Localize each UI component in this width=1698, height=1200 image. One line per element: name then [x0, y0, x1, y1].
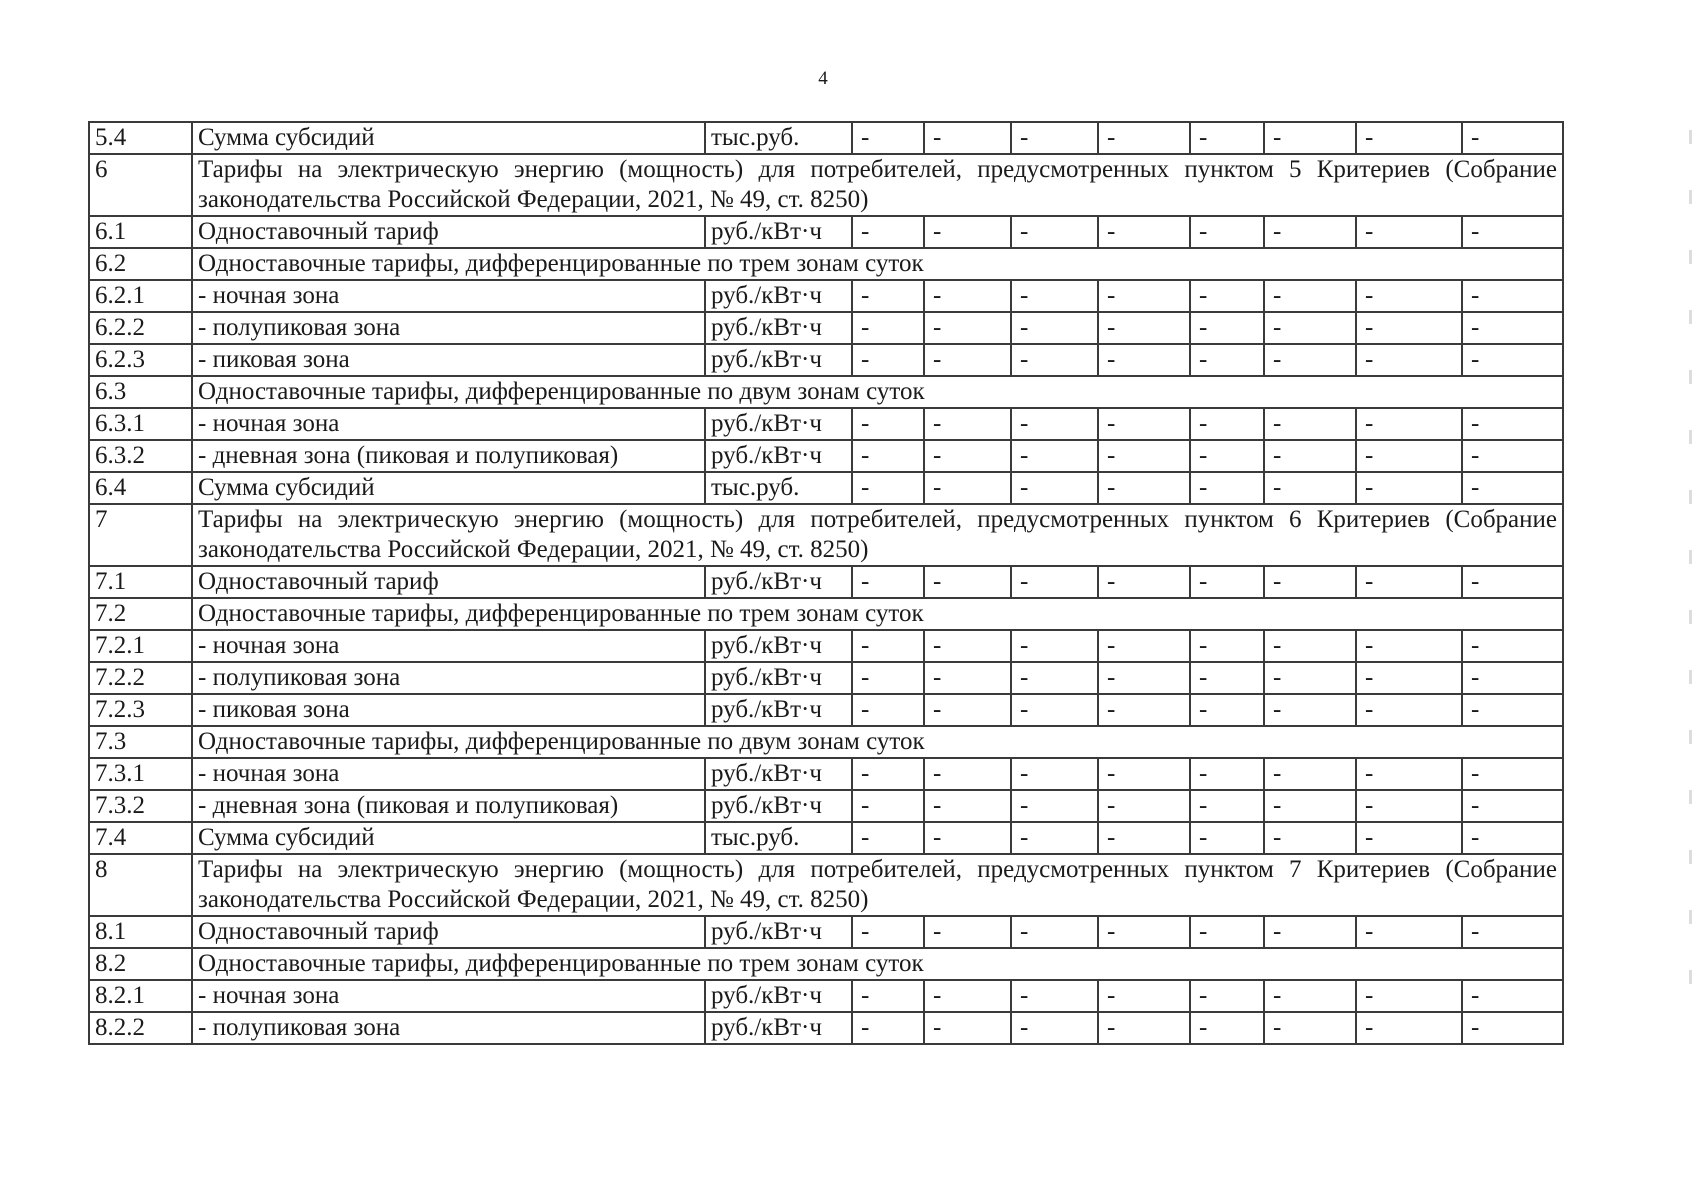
- value-cell: -: [1011, 822, 1098, 854]
- value-cell: -: [1462, 344, 1563, 376]
- table-row: [89, 758, 1563, 790]
- value-cell: -: [1264, 790, 1356, 822]
- table-row: [89, 566, 1563, 598]
- row-unit: руб./кВт·ч: [705, 790, 852, 822]
- value-cell: -: [852, 1012, 924, 1044]
- row-number: 7: [89, 504, 192, 566]
- row-number: 6.1: [89, 216, 192, 248]
- row-unit: тыс.руб.: [705, 472, 852, 504]
- value-cell: -: [1356, 980, 1462, 1012]
- value-cell: -: [1011, 566, 1098, 598]
- value-cell: -: [1098, 790, 1190, 822]
- value-cell: -: [852, 280, 924, 312]
- value-cell: -: [1011, 790, 1098, 822]
- value-cell: -: [1462, 440, 1563, 472]
- value-cell: -: [1356, 1012, 1462, 1044]
- value-cell: -: [1011, 1012, 1098, 1044]
- value-cell: -: [1264, 312, 1356, 344]
- value-cell: -: [852, 344, 924, 376]
- value-cell: -: [852, 630, 924, 662]
- value-cell: -: [1462, 216, 1563, 248]
- value-cell: -: [1264, 566, 1356, 598]
- row-label: Одноставочный тариф: [192, 916, 705, 948]
- value-cell: -: [1462, 980, 1563, 1012]
- value-cell: -: [1190, 122, 1264, 154]
- row-label: Одноставочный тариф: [192, 216, 705, 248]
- value-cell: -: [1190, 758, 1264, 790]
- value-cell: -: [1098, 344, 1190, 376]
- value-cell: -: [1264, 408, 1356, 440]
- row-unit: руб./кВт·ч: [705, 630, 852, 662]
- table-row: [89, 694, 1563, 726]
- value-cell: -: [1264, 280, 1356, 312]
- value-cell: -: [1264, 758, 1356, 790]
- value-cell: -: [1190, 630, 1264, 662]
- row-label: Сумма субсидий: [192, 122, 705, 154]
- row-unit: тыс.руб.: [705, 122, 852, 154]
- value-cell: -: [1264, 1012, 1356, 1044]
- row-number: 7.3: [89, 726, 192, 758]
- value-cell: -: [1356, 344, 1462, 376]
- value-cell: -: [1098, 216, 1190, 248]
- table-row: [89, 630, 1563, 662]
- value-cell: -: [924, 822, 1011, 854]
- row-number: 7.2: [89, 598, 192, 630]
- row-number: 8: [89, 854, 192, 916]
- value-cell: -: [924, 1012, 1011, 1044]
- row-label: - пиковая зона: [192, 694, 705, 726]
- value-cell: -: [852, 758, 924, 790]
- table-row: [89, 122, 1563, 154]
- row-number: 8.2.2: [89, 1012, 192, 1044]
- value-cell: -: [1462, 630, 1563, 662]
- value-cell: -: [1264, 216, 1356, 248]
- value-cell: -: [924, 440, 1011, 472]
- value-cell: -: [852, 790, 924, 822]
- section-title: Тарифы на электрическую энергию (мощность) для потребителей, предусмотренных пунктом 5 Критериев (Собрание законодательства Российской Федерации, 2021, № 49, ст. 8250): [192, 154, 1563, 216]
- table-row: [89, 822, 1563, 854]
- value-cell: -: [924, 662, 1011, 694]
- tariff-table-body: [89, 122, 1563, 1044]
- row-unit: руб./кВт·ч: [705, 440, 852, 472]
- subsection-row: [89, 598, 1563, 630]
- table-row: [89, 662, 1563, 694]
- value-cell: -: [924, 980, 1011, 1012]
- row-unit: руб./кВт·ч: [705, 662, 852, 694]
- row-label: - дневная зона (пиковая и полупиковая): [192, 790, 705, 822]
- row-number: 6.2.2: [89, 312, 192, 344]
- value-cell: -: [1098, 472, 1190, 504]
- value-cell: -: [1190, 566, 1264, 598]
- subsection-row: [89, 948, 1563, 980]
- value-cell: -: [1356, 566, 1462, 598]
- value-cell: -: [1011, 662, 1098, 694]
- row-label: - полупиковая зона: [192, 662, 705, 694]
- row-unit: руб./кВт·ч: [705, 280, 852, 312]
- table-row: [89, 472, 1563, 504]
- value-cell: -: [1462, 790, 1563, 822]
- value-cell: -: [1462, 662, 1563, 694]
- value-cell: -: [1011, 122, 1098, 154]
- value-cell: -: [1356, 758, 1462, 790]
- value-cell: -: [852, 822, 924, 854]
- value-cell: -: [1264, 916, 1356, 948]
- value-cell: -: [1190, 694, 1264, 726]
- row-number: 6.3: [89, 376, 192, 408]
- row-label: - дневная зона (пиковая и полупиковая): [192, 440, 705, 472]
- value-cell: -: [1098, 758, 1190, 790]
- value-cell: -: [1356, 216, 1462, 248]
- value-cell: -: [852, 566, 924, 598]
- value-cell: -: [852, 916, 924, 948]
- value-cell: -: [1356, 122, 1462, 154]
- value-cell: -: [1190, 472, 1264, 504]
- value-cell: -: [1011, 472, 1098, 504]
- row-unit: руб./кВт·ч: [705, 916, 852, 948]
- value-cell: -: [1098, 822, 1190, 854]
- value-cell: -: [1356, 280, 1462, 312]
- value-cell: -: [1011, 630, 1098, 662]
- table-row: [89, 980, 1563, 1012]
- value-cell: -: [1098, 408, 1190, 440]
- value-cell: -: [1462, 1012, 1563, 1044]
- row-label: - ночная зона: [192, 408, 705, 440]
- row-label: - ночная зона: [192, 980, 705, 1012]
- value-cell: -: [1462, 694, 1563, 726]
- value-cell: -: [1462, 916, 1563, 948]
- row-unit: руб./кВт·ч: [705, 1012, 852, 1044]
- value-cell: -: [1011, 280, 1098, 312]
- value-cell: -: [1190, 280, 1264, 312]
- row-number: 6.3.2: [89, 440, 192, 472]
- row-unit: руб./кВт·ч: [705, 758, 852, 790]
- row-number: 7.3.1: [89, 758, 192, 790]
- row-number: 7.3.2: [89, 790, 192, 822]
- value-cell: -: [1264, 822, 1356, 854]
- table-row: [89, 312, 1563, 344]
- value-cell: -: [924, 216, 1011, 248]
- value-cell: -: [852, 440, 924, 472]
- value-cell: -: [1190, 344, 1264, 376]
- row-label: - ночная зона: [192, 280, 705, 312]
- row-number: 8.1: [89, 916, 192, 948]
- subsection-row: [89, 376, 1563, 408]
- value-cell: -: [1011, 408, 1098, 440]
- value-cell: -: [1098, 980, 1190, 1012]
- value-cell: -: [1264, 980, 1356, 1012]
- value-cell: -: [924, 790, 1011, 822]
- row-number: 7.2.1: [89, 630, 192, 662]
- row-number: 6.2.1: [89, 280, 192, 312]
- value-cell: -: [1190, 312, 1264, 344]
- row-number: 6: [89, 154, 192, 216]
- value-cell: -: [1356, 440, 1462, 472]
- row-number: 5.4: [89, 122, 192, 154]
- value-cell: -: [1098, 280, 1190, 312]
- scan-edge-marks: [1689, 130, 1692, 1030]
- row-unit: тыс.руб.: [705, 822, 852, 854]
- value-cell: -: [924, 408, 1011, 440]
- value-cell: -: [1011, 312, 1098, 344]
- value-cell: -: [852, 662, 924, 694]
- row-number: 6.2.3: [89, 344, 192, 376]
- value-cell: -: [1190, 216, 1264, 248]
- table-row: [89, 344, 1563, 376]
- value-cell: -: [1356, 790, 1462, 822]
- table-row: [89, 440, 1563, 472]
- subsection-title: Одноставочные тарифы, дифференцированные по двум зонам суток: [192, 376, 1563, 408]
- value-cell: -: [1462, 822, 1563, 854]
- value-cell: -: [1098, 312, 1190, 344]
- value-cell: -: [1011, 916, 1098, 948]
- section-title: Тарифы на электрическую энергию (мощность) для потребителей, предусмотренных пунктом 6 Критериев (Собрание законодательства Российской Федерации, 2021, № 49, ст. 8250): [192, 504, 1563, 566]
- row-number: 6.2: [89, 248, 192, 280]
- section-row: [89, 854, 1563, 916]
- row-unit: руб./кВт·ч: [705, 980, 852, 1012]
- value-cell: -: [924, 312, 1011, 344]
- row-number: 6.4: [89, 472, 192, 504]
- row-number: 7.4: [89, 822, 192, 854]
- value-cell: -: [1264, 630, 1356, 662]
- value-cell: -: [924, 566, 1011, 598]
- value-cell: -: [1098, 694, 1190, 726]
- value-cell: -: [924, 630, 1011, 662]
- value-cell: -: [1098, 440, 1190, 472]
- value-cell: -: [1190, 662, 1264, 694]
- value-cell: -: [1264, 122, 1356, 154]
- value-cell: -: [1011, 980, 1098, 1012]
- table-row: [89, 1012, 1563, 1044]
- value-cell: -: [1462, 312, 1563, 344]
- value-cell: -: [1356, 916, 1462, 948]
- row-label: Сумма субсидий: [192, 472, 705, 504]
- row-label: - ночная зона: [192, 758, 705, 790]
- value-cell: -: [1356, 408, 1462, 440]
- row-number: 8.2.1: [89, 980, 192, 1012]
- value-cell: -: [1356, 822, 1462, 854]
- value-cell: -: [924, 758, 1011, 790]
- table-row: [89, 280, 1563, 312]
- row-label: Одноставочный тариф: [192, 566, 705, 598]
- row-unit: руб./кВт·ч: [705, 344, 852, 376]
- value-cell: -: [1011, 344, 1098, 376]
- value-cell: -: [924, 916, 1011, 948]
- value-cell: -: [852, 980, 924, 1012]
- row-label: - полупиковая зона: [192, 312, 705, 344]
- value-cell: -: [1190, 790, 1264, 822]
- tariff-table: [88, 121, 1564, 1045]
- row-label: - ночная зона: [192, 630, 705, 662]
- section-title: Тарифы на электрическую энергию (мощность) для потребителей, предусмотренных пунктом 7 Критериев (Собрание законодательства Российской Федерации, 2021, № 49, ст. 8250): [192, 854, 1563, 916]
- value-cell: -: [1462, 472, 1563, 504]
- value-cell: -: [924, 122, 1011, 154]
- value-cell: -: [1011, 694, 1098, 726]
- row-unit: руб./кВт·ч: [705, 216, 852, 248]
- row-number: 6.3.1: [89, 408, 192, 440]
- row-number: 7.1: [89, 566, 192, 598]
- row-unit: руб./кВт·ч: [705, 694, 852, 726]
- value-cell: -: [924, 280, 1011, 312]
- value-cell: -: [852, 694, 924, 726]
- row-number: 8.2: [89, 948, 192, 980]
- value-cell: -: [1011, 758, 1098, 790]
- value-cell: -: [1190, 822, 1264, 854]
- value-cell: -: [1462, 122, 1563, 154]
- value-cell: -: [852, 122, 924, 154]
- value-cell: -: [924, 472, 1011, 504]
- value-cell: -: [924, 344, 1011, 376]
- value-cell: -: [852, 472, 924, 504]
- value-cell: -: [924, 694, 1011, 726]
- table-row: [89, 790, 1563, 822]
- value-cell: -: [1264, 472, 1356, 504]
- row-number: 7.2.3: [89, 694, 192, 726]
- row-unit: руб./кВт·ч: [705, 408, 852, 440]
- row-label: - пиковая зона: [192, 344, 705, 376]
- value-cell: -: [1356, 312, 1462, 344]
- value-cell: -: [1098, 916, 1190, 948]
- table-row: [89, 216, 1563, 248]
- row-unit: руб./кВт·ч: [705, 566, 852, 598]
- table-row: [89, 916, 1563, 948]
- value-cell: -: [1356, 630, 1462, 662]
- subsection-row: [89, 248, 1563, 280]
- value-cell: -: [1356, 472, 1462, 504]
- value-cell: -: [1462, 280, 1563, 312]
- value-cell: -: [1098, 566, 1190, 598]
- value-cell: -: [852, 312, 924, 344]
- value-cell: -: [1098, 630, 1190, 662]
- value-cell: -: [1462, 408, 1563, 440]
- value-cell: -: [1264, 662, 1356, 694]
- value-cell: -: [1264, 694, 1356, 726]
- value-cell: -: [1190, 1012, 1264, 1044]
- value-cell: -: [1011, 216, 1098, 248]
- row-label: - полупиковая зона: [192, 1012, 705, 1044]
- value-cell: -: [1462, 758, 1563, 790]
- value-cell: -: [1190, 408, 1264, 440]
- value-cell: -: [1098, 122, 1190, 154]
- row-label: Сумма субсидий: [192, 822, 705, 854]
- value-cell: -: [1098, 1012, 1190, 1044]
- value-cell: -: [1462, 566, 1563, 598]
- value-cell: -: [1011, 440, 1098, 472]
- value-cell: -: [1356, 694, 1462, 726]
- value-cell: -: [1190, 916, 1264, 948]
- subsection-title: Одноставочные тарифы, дифференцированные по трем зонам суток: [192, 248, 1563, 280]
- value-cell: -: [1098, 662, 1190, 694]
- value-cell: -: [1190, 440, 1264, 472]
- section-row: [89, 504, 1563, 566]
- subsection-row: [89, 726, 1563, 758]
- value-cell: -: [1356, 662, 1462, 694]
- value-cell: -: [1264, 344, 1356, 376]
- table-row: [89, 408, 1563, 440]
- page-number: 4: [818, 68, 828, 89]
- subsection-title: Одноставочные тарифы, дифференцированные по двум зонам суток: [192, 726, 1563, 758]
- value-cell: -: [852, 408, 924, 440]
- value-cell: -: [852, 216, 924, 248]
- row-unit: руб./кВт·ч: [705, 312, 852, 344]
- row-number: 7.2.2: [89, 662, 192, 694]
- subsection-title: Одноставочные тарифы, дифференцированные по трем зонам суток: [192, 598, 1563, 630]
- value-cell: -: [1264, 440, 1356, 472]
- section-row: [89, 154, 1563, 216]
- value-cell: -: [1190, 980, 1264, 1012]
- subsection-title: Одноставочные тарифы, дифференцированные по трем зонам суток: [192, 948, 1563, 980]
